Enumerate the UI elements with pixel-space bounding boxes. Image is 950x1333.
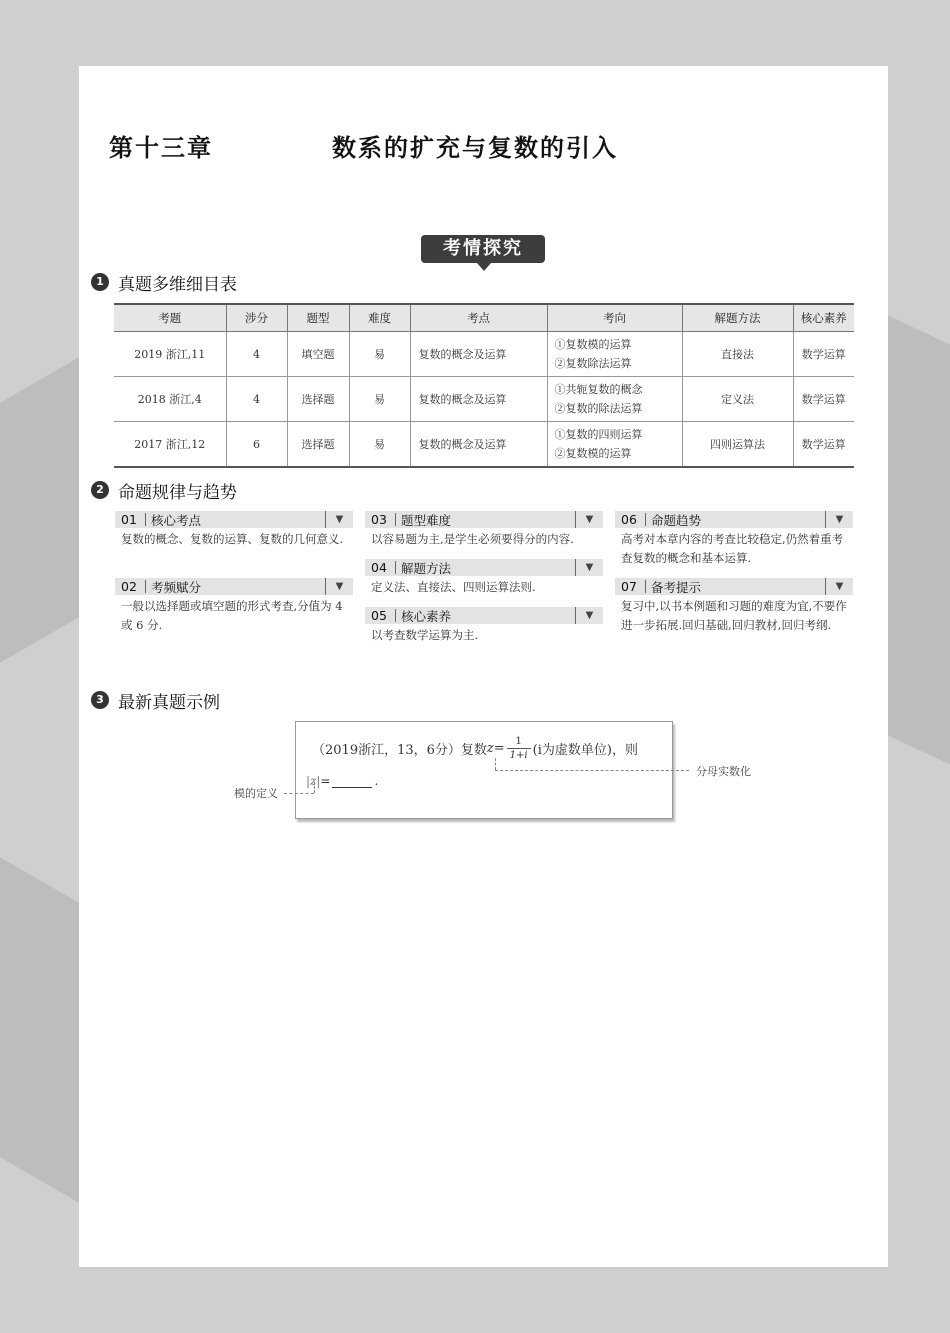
card-number: 07	[621, 579, 637, 594]
direction-1: ①复数模的运算	[554, 338, 632, 351]
card-title: 核心考点	[151, 512, 202, 528]
column-header: 考点	[410, 304, 547, 332]
card-title: 考频赋分	[151, 579, 202, 595]
card-title: 核心素养	[401, 608, 452, 624]
card-number: 06	[621, 512, 637, 527]
card-header[interactable]	[115, 511, 353, 528]
cell-point: 复数的概念及运算	[410, 422, 547, 468]
direction-2: ②复数除法运算	[554, 357, 632, 370]
chevron-down-icon[interactable]: ▼	[325, 511, 353, 528]
chevron-down-icon[interactable]: ▼	[825, 511, 853, 528]
cell-difficulty: 易	[349, 422, 410, 468]
column-header: 难度	[349, 304, 410, 332]
card-body: 以考查数学运算为主.	[371, 628, 479, 642]
annotation-modulus-definition: 模的定义	[234, 787, 278, 800]
divider	[145, 513, 146, 526]
section-title: 真题多维细目表	[118, 274, 237, 295]
card-header[interactable]	[365, 511, 603, 528]
fraction	[507, 736, 531, 761]
cell-literacy: 数学运算	[793, 332, 854, 377]
cell-difficulty: 易	[349, 332, 410, 377]
section-banner: 考情探究	[421, 235, 545, 263]
section-number-icon: 3	[91, 691, 109, 709]
document-page	[79, 66, 888, 1267]
card-header[interactable]	[615, 511, 853, 528]
direction-1: ①复数的四则运算	[554, 428, 643, 441]
cell-score: 4	[226, 377, 287, 422]
column-header: 解题方法	[682, 304, 793, 332]
card-body: 以容易题为主,是学生必须要得分的内容.	[371, 532, 574, 546]
card-number: 05	[371, 608, 387, 623]
divider	[145, 580, 146, 593]
cell-type: 填空题	[287, 332, 349, 377]
cell-difficulty: 易	[349, 377, 410, 422]
period: .	[374, 774, 379, 788]
cell-method: 四则运算法	[682, 422, 793, 468]
annotation-rationalize-denominator: 分母实数化	[696, 765, 751, 778]
background-shape	[888, 316, 950, 765]
equals-sign: =	[320, 774, 331, 788]
divider	[645, 513, 646, 526]
card-header[interactable]	[365, 559, 603, 576]
direction-2: ②复数的除法运算	[554, 402, 643, 415]
card-header[interactable]	[365, 607, 603, 624]
annotation-leader-line	[495, 758, 496, 770]
denominator: 1+i	[509, 750, 528, 761]
background-shape	[0, 857, 79, 1203]
column-header: 考向	[547, 304, 682, 332]
direction-1: ①共轭复数的概念	[554, 383, 643, 396]
trend-card-literacy	[365, 607, 603, 645]
section-title: 最新真题示例	[118, 692, 220, 713]
divider	[645, 580, 646, 593]
table-header-row	[114, 304, 854, 332]
card-header[interactable]	[115, 578, 353, 595]
trend-card-difficulty	[365, 511, 603, 549]
chapter-title: 数系的扩充与复数的引入	[332, 134, 618, 162]
chevron-down-icon[interactable]: ▼	[575, 559, 603, 576]
cell-literacy: 数学运算	[793, 377, 854, 422]
table-row	[114, 377, 854, 422]
answer-blank[interactable]	[332, 775, 372, 788]
column-header: 考题	[114, 304, 226, 332]
cell-type: 选择题	[287, 377, 349, 422]
trend-card-core-points	[115, 511, 353, 549]
section-title: 命题规律与趋势	[118, 482, 237, 503]
question-tail: (i为虚数单位)，则	[532, 743, 638, 758]
card-body: 复习中,以书本例题和习题的难度为宜,不要作进一步拓展.回归基础,回归教材,回归考纲.	[621, 599, 847, 632]
table-row	[114, 332, 854, 377]
modulus: |z|	[306, 774, 321, 788]
card-header[interactable]	[615, 578, 853, 595]
card-number: 01	[121, 512, 137, 527]
cell-method: 直接法	[682, 332, 793, 377]
card-body: 复数的概念、复数的运算、复数的几何意义.	[121, 532, 344, 546]
banner-pointer	[477, 263, 491, 271]
annotation-leader-line	[495, 770, 689, 771]
exam-table	[114, 303, 854, 468]
cell-exam: 2018 浙江,4	[114, 377, 226, 422]
card-number: 02	[121, 579, 137, 594]
cell-direction	[547, 377, 682, 422]
table-row	[114, 422, 854, 468]
chevron-down-icon[interactable]: ▼	[575, 607, 603, 624]
cell-point: 复数的概念及运算	[410, 377, 547, 422]
card-title: 备考提示	[651, 579, 702, 595]
card-title: 命题趋势	[651, 512, 702, 528]
cell-point: 复数的概念及运算	[410, 332, 547, 377]
cell-type: 选择题	[287, 422, 349, 468]
card-number: 03	[371, 512, 387, 527]
background-shape	[0, 357, 79, 663]
cell-direction	[547, 422, 682, 468]
card-title: 题型难度	[401, 512, 452, 528]
card-number: 04	[371, 560, 387, 575]
cell-literacy: 数学运算	[793, 422, 854, 468]
cell-score: 6	[226, 422, 287, 468]
question-stem	[312, 736, 638, 761]
cell-exam: 2017 浙江,12	[114, 422, 226, 468]
section-number-icon: 2	[91, 481, 109, 499]
trend-card-frequency	[115, 578, 353, 635]
z-equals: z=	[486, 741, 505, 756]
card-title: 解题方法	[401, 560, 452, 576]
column-header: 核心素养	[793, 304, 854, 332]
chapter-number: 第十三章	[109, 134, 213, 162]
cell-method: 定义法	[682, 377, 793, 422]
chevron-down-icon[interactable]: ▼	[575, 511, 603, 528]
fraction-bar	[507, 748, 531, 749]
cell-direction	[547, 332, 682, 377]
column-header: 题型	[287, 304, 349, 332]
section-heading-2	[91, 478, 237, 502]
card-body: 高考对本章内容的考查比较稳定,仍然着重考查复数的概念和基本运算.	[621, 532, 844, 565]
divider	[395, 561, 396, 574]
answer-line	[306, 774, 378, 788]
section-heading-3	[91, 688, 220, 712]
card-body: 一般以选择题或填空题的形式考查,分值为 4 或 6 分.	[121, 599, 343, 632]
divider	[395, 513, 396, 526]
annotation-leader-line	[314, 782, 315, 793]
chevron-down-icon[interactable]: ▼	[325, 578, 353, 595]
divider	[395, 609, 396, 622]
trend-card-trend	[615, 511, 853, 568]
card-body: 定义法、直接法、四则运算法则.	[371, 580, 536, 594]
section-number-icon: 1	[91, 273, 109, 291]
cell-score: 4	[226, 332, 287, 377]
chevron-down-icon[interactable]: ▼	[825, 578, 853, 595]
question-source: （2019浙江，13，6分）复数	[312, 743, 487, 758]
annotation-leader-line	[284, 793, 314, 794]
direction-2: ②复数模的运算	[554, 447, 632, 460]
cell-exam: 2019 浙江,11	[114, 332, 226, 377]
numerator: 1	[515, 736, 522, 747]
section-heading-1	[91, 270, 237, 294]
column-header: 涉分	[226, 304, 287, 332]
trend-card-tips	[615, 578, 853, 635]
trend-card-methods	[365, 559, 603, 597]
